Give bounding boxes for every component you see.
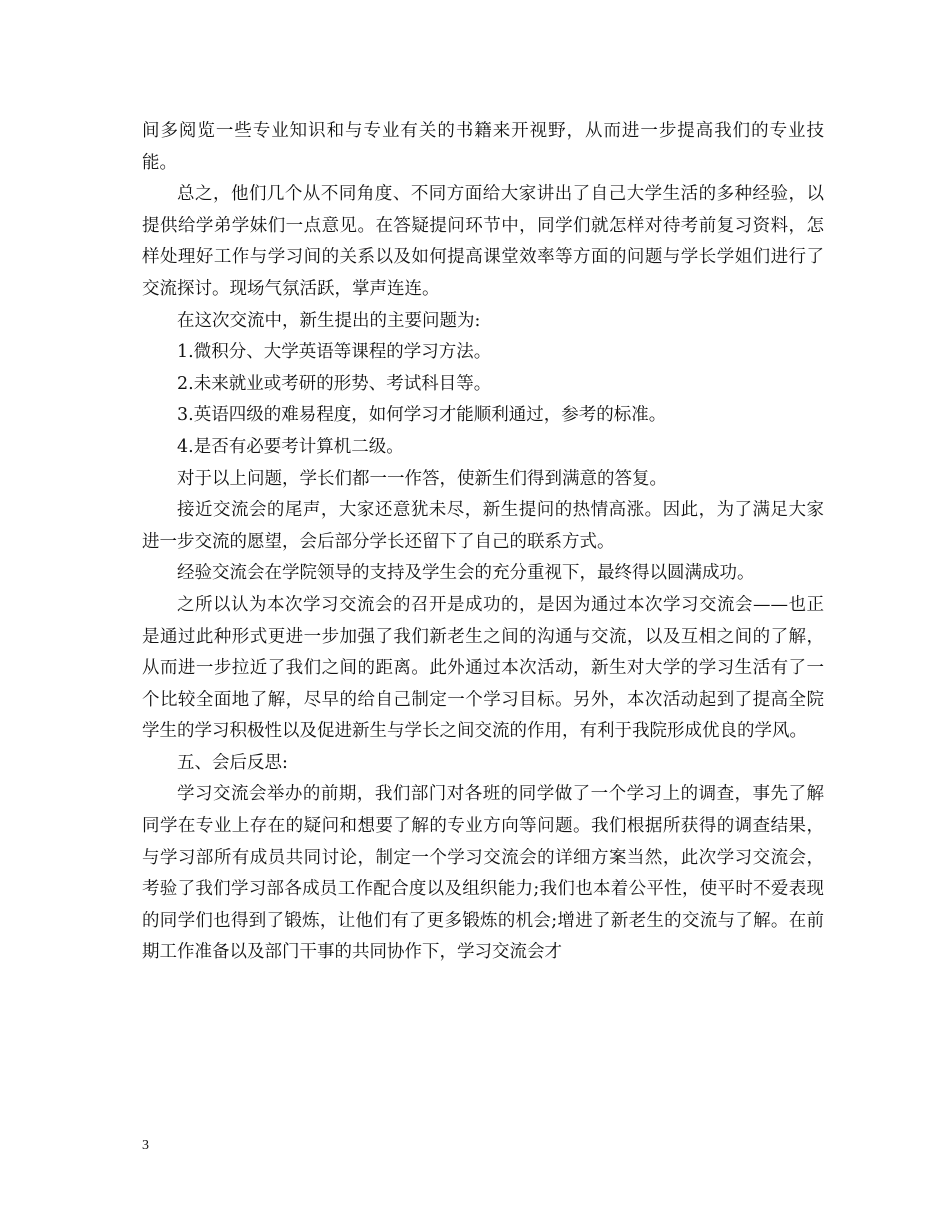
paragraph: 总之，他们几个从不同角度、不同方面给大家讲出了自己大学生活的多种经验，以提供给学弟学妹们一点意见。在答疑提问环节中，同学们就怎样对待考前复习资料，怎样处理好工作与学习间的关系以及如何提高课堂效率等方面的问题与学长学姐们进行了交流探讨。现场气氛活跃，掌声连连。 (142, 184, 824, 299)
section-heading: 五、会后反思: (177, 752, 288, 773)
paragraph: 接近交流会的尾声，大家还意犹未尽，新生提问的热情高涨。因此，为了满足大家进一步交流的愿望，会后部分学长还留下了自己的联系方式。 (142, 500, 824, 552)
list-item: 2.未来就业或考研的形势、考试科目等。 (177, 373, 492, 394)
list-item: 1.微积分、大学英语等课程的学习方法。 (177, 342, 492, 363)
list-item: 4.是否有必要考计算机二级。 (177, 436, 404, 457)
list-item: 3.英语四级的难易程度，如何学习才能顺利通过，参考的标准。 (177, 405, 667, 426)
paragraph: 之所以认为本次学习交流会的召开是成功的，是因为通过本次学习交流会——也正是通过此种形式更进一步加强了我们新老生之间的沟通与交流，以及互相之间的了解，从而进一步拉近了我们之间的距离。此外通过本次活动，新生对大学的学习生活有了一个比较全面地了解，尽早的给自己制定一个学习目标。另外，本次活动起到了提高全院学生的学习积极性以及促进新生与学长之间交流的作用，有利于我院形成优良的学风。 (142, 594, 824, 742)
paragraph: 间多阅览一些专业知识和与专业有关的书籍来开视野，从而进一步提高我们的专业技能。 (142, 121, 824, 173)
paragraph: 经验交流会在学院领导的支持及学生会的充分重视下，最终得以圆满成功。 (177, 563, 755, 584)
page-number: 3 (142, 1138, 149, 1153)
paragraph: 在这次交流中，新生提出的主要问题为: (177, 310, 481, 331)
paragraph: 对于以上问题，学长们都一一作答，使新生们得到满意的答复。 (177, 468, 667, 489)
paragraph: 学习交流会举办的前期，我们部门对各班的同学做了一个学习上的调查，事先了解同学在专业上存在的疑问和想要了解的专业方向等问题。我们根据所获得的调查结果，与学习部所有成员共同讨论，制定一个学习交流会的详细方案当然，此次学习交流会，考验了我们学习部各成员工作配合度以及组织能力;我们也本着公平性，使平时不爱表现的同学们也得到了锻炼，让他们有了更多锻炼的机会;增进了新老生的交流与了解。在前期工作准备以及部门干事的共同协作下，学习交流会才 (142, 784, 824, 963)
body-text (142, 116, 824, 969)
